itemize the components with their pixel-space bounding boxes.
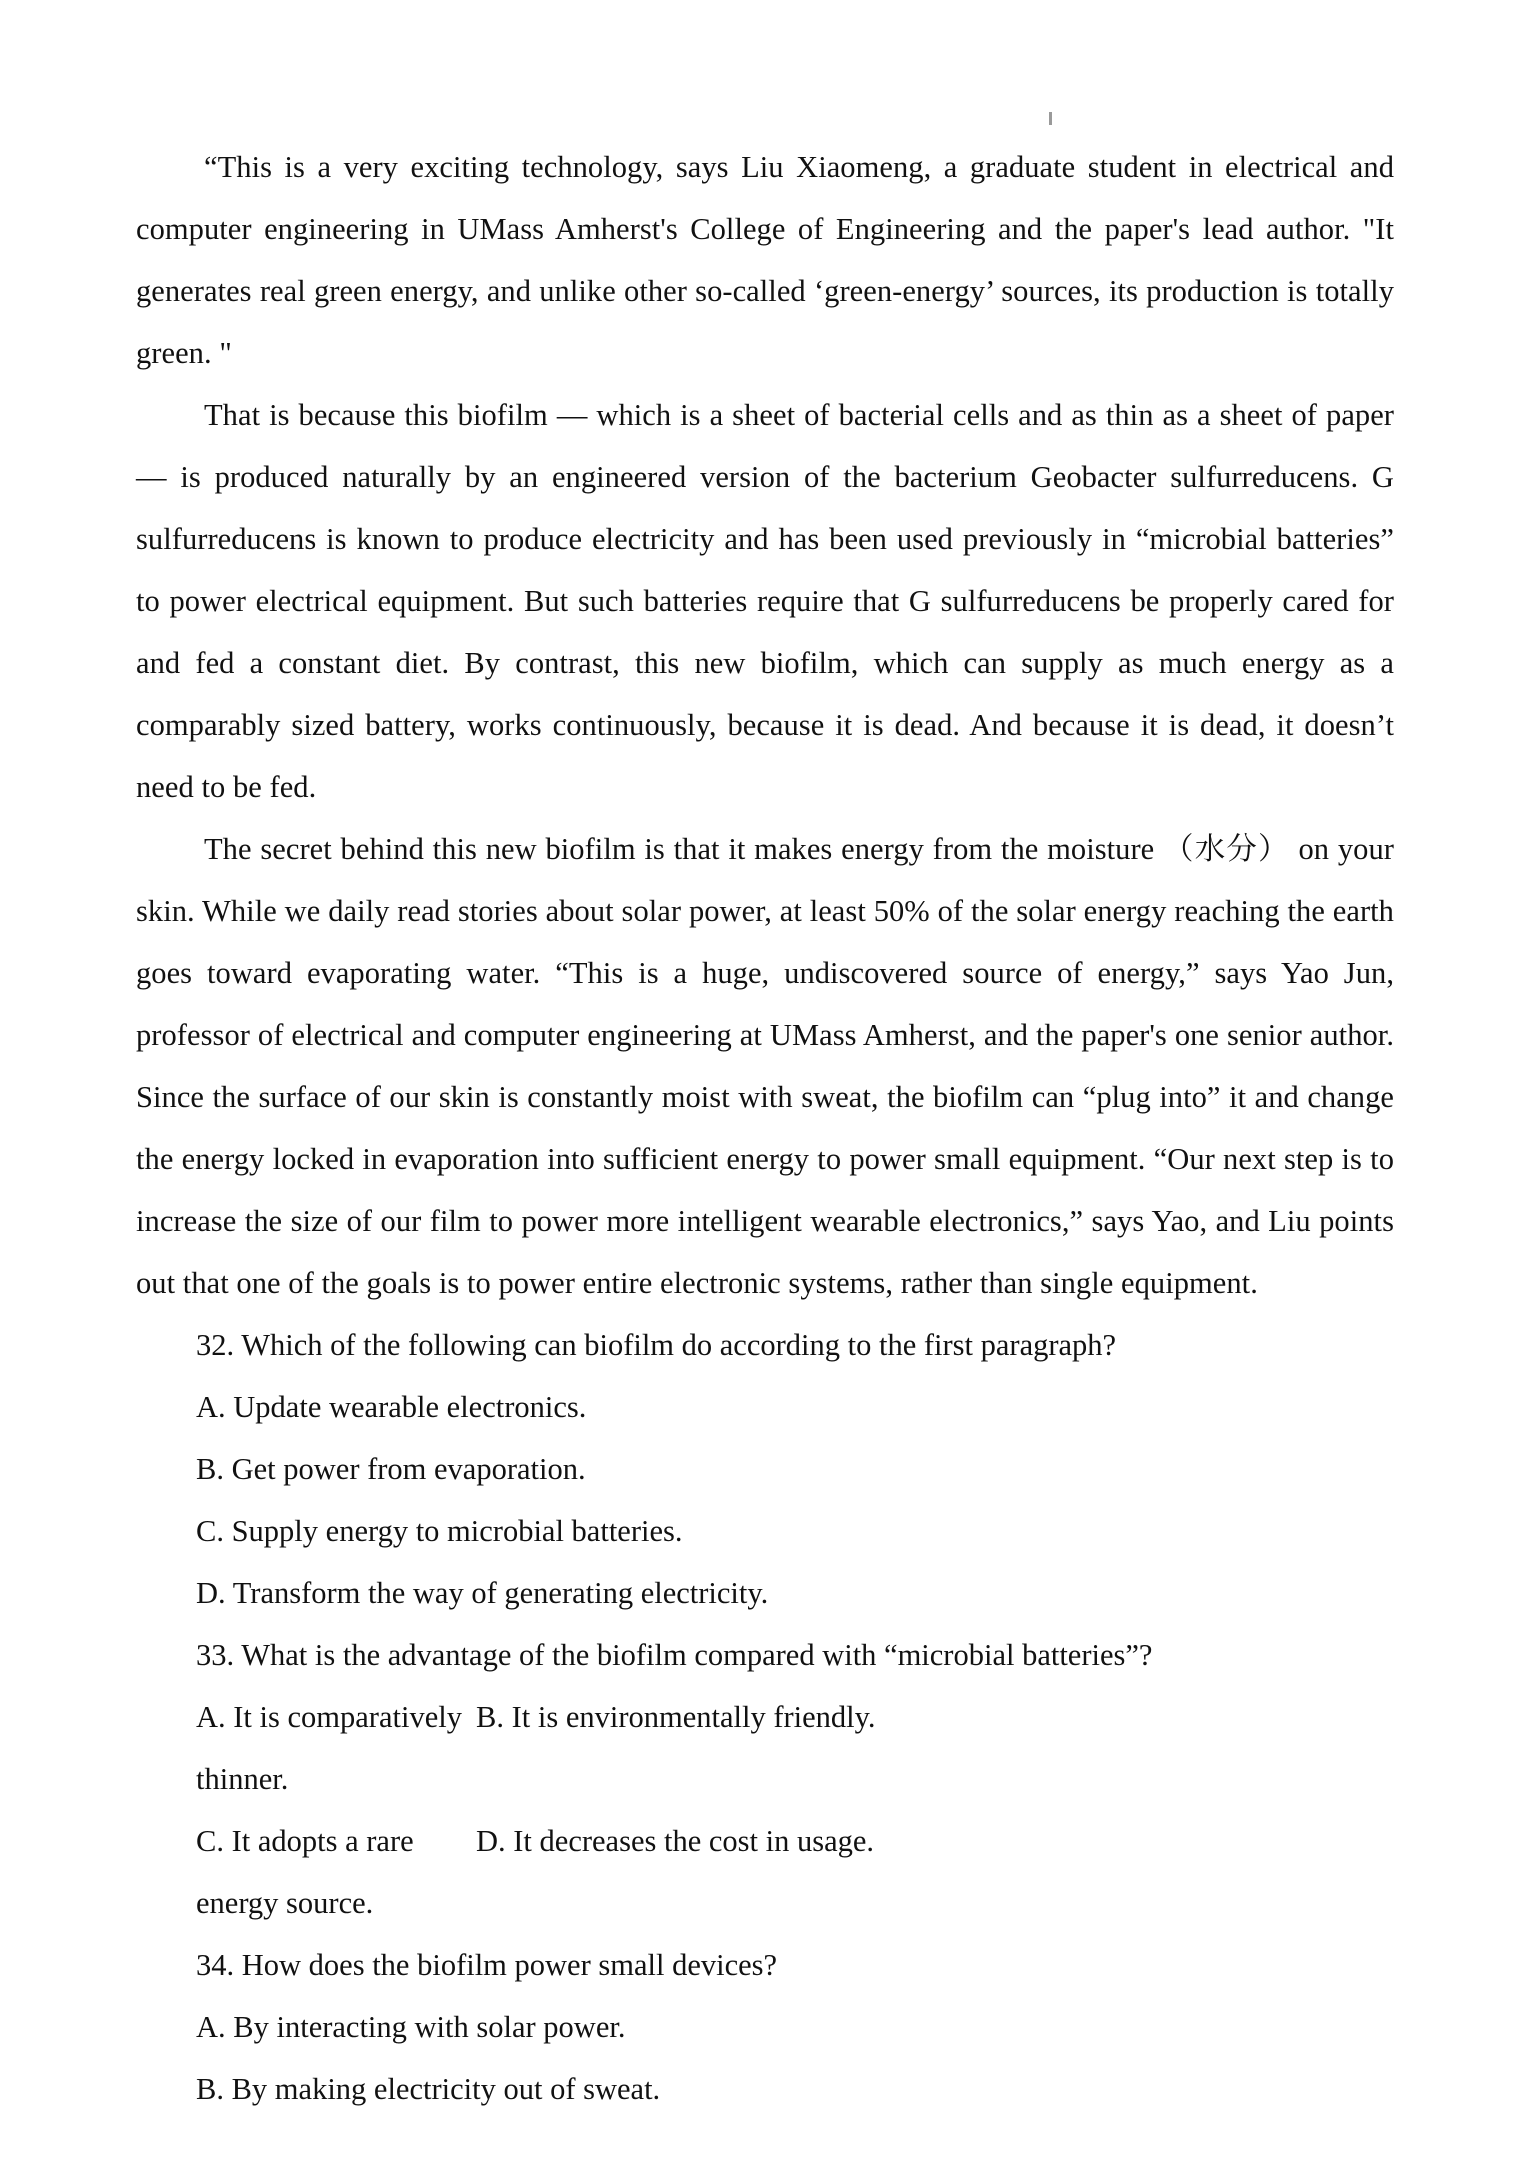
page-tick-mark bbox=[1049, 112, 1052, 125]
passage-paragraph-3: The secret behind this new biofilm is that it makes energy from the moisture （水分） on your skin. While we daily read stories about solar power, at least 50% of the solar energy reaching the earth goes toward evaporating water. “This is a huge, undiscovered source of energy,” says Yao Jun, professor of electrical and computer engineering at UMass Amherst, and the paper's one senior author. Since the surface of our skin is constantly moist with sweat, the biofilm can “plug into” it and change the energy locked in evaporation into sufficient energy to power small equipment. “Our next step is to increase the size of our film to power more intelligent wearable electronics,” says Yao, and Liu points out that one of the goals is to power entire electronic systems, rather than single equipment. bbox=[136, 832, 1394, 1300]
question-34-option-b[interactable]: B. By making electricity out of sweat. bbox=[196, 2072, 661, 2106]
question-33-option-row-2 bbox=[136, 1810, 1394, 1934]
question-33 bbox=[136, 1624, 1394, 1934]
question-32-option-b[interactable]: B. Get power from evaporation. bbox=[196, 1452, 586, 1486]
question-33-option-c[interactable]: C. It adopts a rare energy source. bbox=[196, 1824, 414, 1920]
question-32-option-d[interactable]: D. Transform the way of generating electricity. bbox=[196, 1576, 769, 1610]
question-32-option-a[interactable]: A. Update wearable electronics. bbox=[196, 1390, 587, 1424]
question-32-stem: 32. Which of the following can biofilm do according to the first paragraph? bbox=[196, 1328, 1117, 1362]
page-content bbox=[136, 136, 1394, 2120]
question-34-stem: 34. How does the biofilm power small devices? bbox=[196, 1948, 778, 1982]
question-32 bbox=[136, 1314, 1394, 1624]
question-34 bbox=[136, 1934, 1394, 2120]
question-32-option-c[interactable]: C. Supply energy to microbial batteries. bbox=[196, 1514, 683, 1548]
passage-paragraph-1: “This is a very exciting technology, says Liu Xiaomeng, a graduate student in electrical and computer engineering in UMass Amherst's College of Engineering and the paper's lead author. "It generates real green energy, and unlike other so-called ‘green-energy’ sources, its production is totally green. " bbox=[136, 150, 1394, 370]
question-33-stem: 33. What is the advantage of the biofilm compared with “microbial batteries”? bbox=[196, 1638, 1153, 1672]
question-34-option-a[interactable]: A. By interacting with solar power. bbox=[196, 2010, 626, 2044]
question-33-option-a[interactable]: A. It is comparatively thinner. bbox=[196, 1700, 462, 1796]
question-33-option-b[interactable]: B. It is environmentally friendly. bbox=[476, 1700, 876, 1734]
question-33-option-d[interactable]: D. It decreases the cost in usage. bbox=[476, 1824, 875, 1858]
passage-paragraph-2: That is because this biofilm — which is a sheet of bacterial cells and as thin as a sheet of paper — is produced naturally by an engineered version of the bacterium Geobacter sulfurreducens. G sulfurreducens is known to produce electricity and has been used previously in “microbial batteries” to power electrical equipment. But such batteries require that G sulfurreducens be properly cared for and fed a constant diet. By contrast, this new biofilm, which can supply as much energy as a comparably sized battery, works continuously, because it is dead. And because it is dead, it doesn’t need to be fed. bbox=[136, 398, 1394, 804]
question-33-option-row-1 bbox=[136, 1686, 1394, 1810]
